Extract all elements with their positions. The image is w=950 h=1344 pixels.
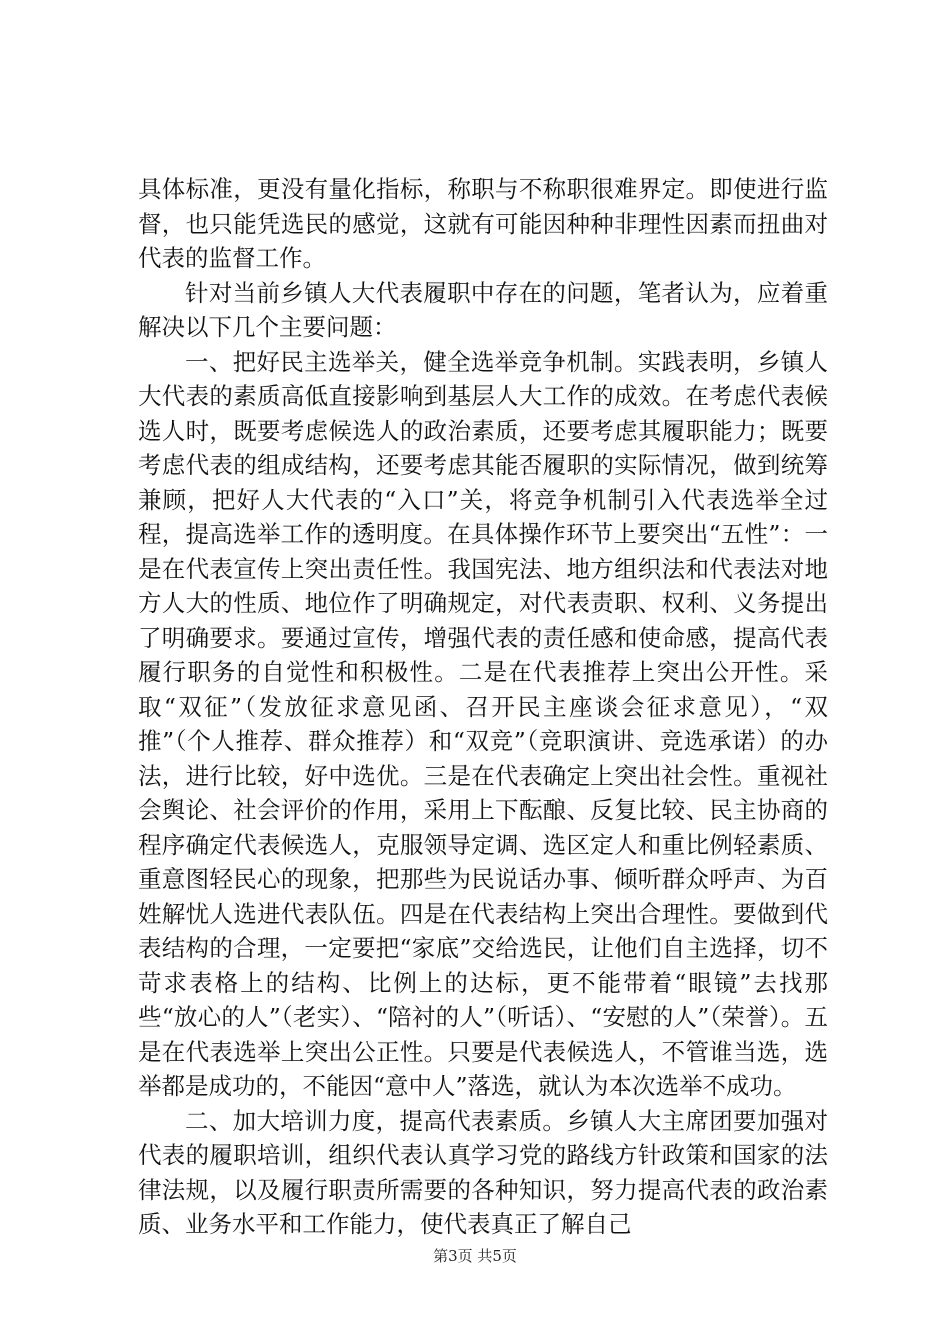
paragraph-3: 一、把好民主选举关，健全选举竞争机制。实践表明，乡镇人大代表的素质高低直接影响到基层人大工作的成效。在考虑代表候选人时，既要考虑候选人的政治素质，还要考虑其履职能力；既要考虑代表的组成结构，还要考虑其能否履职的实际情况，做到统筹兼顾，把好人大代表的“入口”关，将竞争机制引入代表选举全过程，提高选举工作的透明度。在具体操作环节上要突出“五性”：一是在代表宣传上突出责任性。我国宪法、地方组织法和代表法对地方人大的性质、地位作了明确规定，对代表责职、权利、义务提出了明确要求。要通过宣传，增强代表的责任感和使命感，提高代表履行职务的自觉性和积极性。二是在代表推荐上突出公开性。采取“双征”（发放征求意见函、召开民主座谈会征求意见），“双推”（个人推荐、群众推荐）和“双竞”（竞职演讲、竞选承诺）的办法，进行比较，好中选优。三是在代表确定上突出社会性。重视社会舆论、社会评价的作用，采用上下酝酿、反复比较、民主协商的程序确定代表候选人，克服领导定调、选区定人和重比例轻素质、重意图轻民心的现象，把那些为民说话办事、倾听群众呼声、为百姓解忧人选进代表队伍。四是在代表结构上突出合理性。要做到代表结构的合理，一定要把“家底”交给选民，让他们自主选择，切不苛求表格上的结构、比例上的达标，更不能带着“眼镜”去找那些“放心的人”（老实）、“陪衬的人”（听话）、“安慰的人”（荣誉）。五是在代表选举上突出公正性。只要是代表候选人，不管谁当选，选举都是成功的，不能因“意中人”落选，就认为本次选举不成功。 [138, 347, 828, 1100]
page-footer [0, 1246, 950, 1266]
paragraph-1: 具体标准，更没有量化指标，称职与不称职很难界定。即使进行监督，也只能凭选民的感觉，这就有可能因种种非理性因素而扭曲对代表的监督工作。 [138, 175, 828, 272]
paragraph-4: 二、加大培训力度，提高代表素质。乡镇人大主席团要加强对代表的履职培训，组织代表认真学习党的路线方针政策和国家的法律法规，以及履行职责所需要的各种知识，努力提高代表的政治素质、业务水平和工作能力，使代表真正了解自己 [138, 1106, 828, 1238]
paragraph-2: 针对当前乡镇人大代表履职中存在的问题，笔者认为，应着重解决以下几个主要问题： [138, 278, 828, 341]
page-number-label: 第3页 共5页 [433, 1247, 517, 1265]
document-body [138, 172, 828, 1242]
